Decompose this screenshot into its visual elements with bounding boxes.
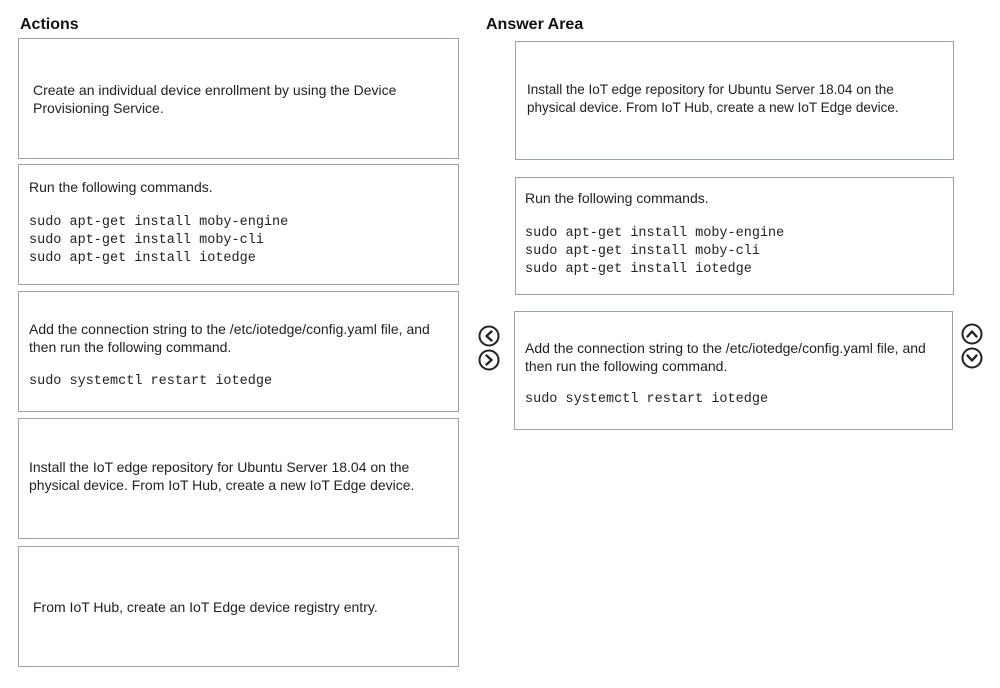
answer-item-code: sudo apt-get install moby-engine sudo apt-get install moby-cli sudo apt-get install iotedge [525,226,785,277]
chevron-right-circle-icon [478,349,500,371]
answer-item-run-commands[interactable] [515,177,954,295]
chevron-up-circle-icon [961,323,983,345]
answer-item-connection-string[interactable] [514,311,953,430]
action-item-text: Add the connection string to the /etc/iotedge/config.yaml file, and then run the following command. [29,321,430,355]
answer-item-text: Run the following commands. [525,190,709,206]
chevron-left-circle-icon [478,325,500,347]
action-item-registry-entry[interactable] [18,546,459,667]
action-item-run-commands[interactable] [18,164,459,285]
answer-area-heading: Answer Area [486,16,584,33]
action-item-create-enrollment[interactable] [18,38,459,159]
action-item-text: From IoT Hub, create an IoT Edge device registry entry. [33,599,378,615]
action-item-text: Install the IoT edge repository for Ubuntu Server 18.04 on the physical device. From IoT Hub, create a new IoT Edge device. [29,459,415,493]
move-left-button[interactable] [478,325,500,347]
move-up-button[interactable] [961,323,983,345]
answer-item-code: sudo systemctl restart iotedge [525,392,769,407]
action-item-text: Run the following commands. [29,179,213,195]
action-item-connection-string[interactable] [18,291,459,412]
answer-item-install-repository[interactable] [515,41,954,160]
move-right-button[interactable] [478,349,500,371]
answer-item-text: Add the connection string to the /etc/iotedge/config.yaml file, and then run the following command. [525,340,926,374]
chevron-down-circle-icon [961,347,983,369]
actions-heading: Actions [20,16,79,33]
action-item-text: Create an individual device enrollment by using the Device Provisioning Service. [33,82,397,116]
action-item-code: sudo apt-get install moby-engine sudo apt-get install moby-cli sudo apt-get install iotedge [29,215,289,266]
action-item-code: sudo systemctl restart iotedge [29,374,273,389]
action-item-install-repository[interactable] [18,418,459,539]
move-down-button[interactable] [961,347,983,369]
answer-item-text: Install the IoT edge repository for Ubuntu Server 18.04 on the physical device. From IoT Hub, create a new IoT Edge device. [527,82,899,115]
